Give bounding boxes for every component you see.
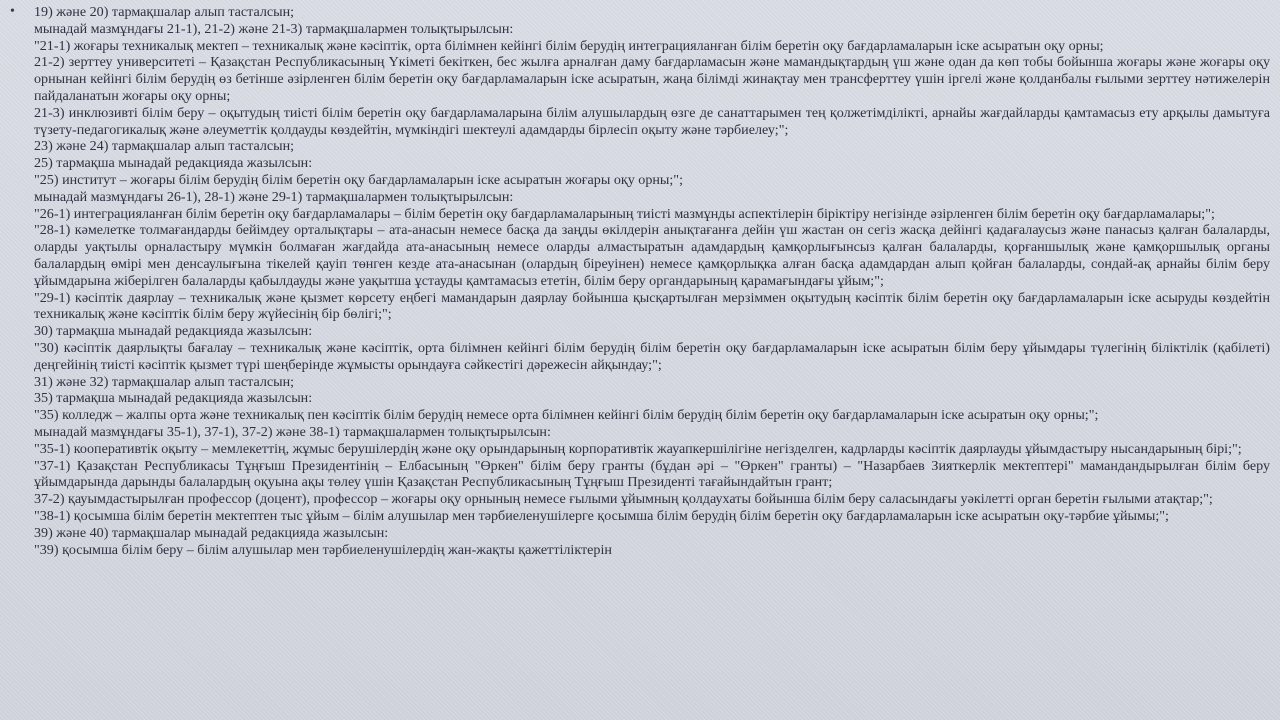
paragraph: "21-1) жоғары техникалық мектеп – техникалық және кәсіптік, орта білімнен кейінгі білім берудің интеграцияланған білім беретін оқу бағдарламаларын іске асыратын оқу орны; [34, 37, 1104, 54]
paragraph: "25) институт – жоғары білім берудің білім беретін оқу бағдарламаларын іске асыратын жоғары оқу орны;"; [34, 171, 683, 188]
paragraph: 39) және 40) тармақшалар мынадай редакцияда жазылсын: [34, 524, 389, 541]
paragraph: "39) қосымша білім беру – білім алушылар мен тәрбиеленушілердің жан-жақты қажеттіліктерін [34, 541, 612, 558]
paragraph: 19) және 20) тармақшалар алып тасталсын; [34, 4, 295, 20]
paragraph: "35-1) кооперативтік оқыту – мемлекеттің, жұмыс берушілердің және оқу орындарының корпоративтік жауапкершілігіне негізделген, кадрларды кәсіптік даярлауды ұйымдастыру нысандарының бірі;"; [34, 440, 1242, 457]
paragraph: 23) және 24) тармақшалар алып тасталсын; [34, 138, 295, 155]
paragraph: 35) тармақша мынадай редакцияда жазылсын: [34, 390, 313, 407]
paragraph: "38-1) қосымша білім беретін мектептен тыс ұйым – білім алушылар мен тәрбиеленушілерге қосымша білім берудің білім беретін оқу бағдарламаларын іске асыратын оқу-тәрбие ұйымы;"; [34, 507, 1169, 524]
paragraph: мынадай мазмұндағы 21-1), 21-2) және 21-3) тармақшалармен толықтырылсын: [34, 20, 514, 37]
paragraph: "35) колледж – жалпы орта және техникалық пен кәсіптік білім берудің немесе орта білімнен кейінгі білім берудің білім беретін оқу бағдарламаларын іске асыратын оқу орны;"; [34, 407, 1099, 424]
paragraph: 21-2) зерттеу университеті – Қазақстан Республикасының Үкіметі бекіткен, бес жылға арналған даму бағдарламасын және мамандықтардың үш және одан да көп тобы бойынша жоғары және жоғары оқу орнынан кейінгі білім берудің өз бетінше әзірленген білім беретін оқу бағдарламаларын іске асыратын, жаңа білімді жинақтау мен трансферттеу үшін іргелі және қолданбалы ғылыми зерттеу нәтижелерін пайдаланатын жоғары оқу орны; [34, 54, 1270, 104]
paragraph: "29-1) кәсіптік даярлау – техникалық және қызмет көрсету еңбегі мамандарын даярлау бойынша қысқартылған мерзіммен оқытудың кәсіптік білім беретін оқу бағдарламаларын іске асыруды көздейтін техникалық және кәсіптік білім беру жүйесінің бір бөлігі;"; [34, 289, 1270, 323]
paragraph: мынадай мазмұндағы 35-1), 37-1), 37-2) және 38-1) тармақшалармен толықтырылсын: [34, 423, 551, 440]
paragraph: 31) және 32) тармақшалар алып тасталсын; [34, 373, 295, 390]
paragraph: 30) тармақша мынадай редакцияда жазылсын: [34, 323, 313, 340]
paragraph: "30) кәсіптік даярлықты бағалау – техникалық және кәсіптік, орта білімнен кейінгі білім берудің білім беретін оқу бағдарламаларын іске асыратын білім беру ұйымдары түлегінің біліктілік (қабілеті) деңгейінің тиісті кәсіптік қызмет түрі шеңберінде жұмысты орындауға сәйкестігі дәрежесін айқындау;"; [34, 339, 1270, 373]
paragraph: "37-1) Қазақстан Республикасы Тұңғыш Президентінің – Елбасының "Өркен" білім беру гранты (бұдан әрі – "Өркен" гранты) – "Назарбаев Зияткерлік мектептері" мамандандырылған білім беру ұйымдарында дарынды балалардың оқуына ақы төлеу үшін Қазақстан Республикасының Тұңғыш Президенті тағайындайтын грант; [34, 457, 1270, 491]
paragraph: "28-1) кәмелетке толмағандарды бейімдеу орталықтары – ата-анасын немесе басқа да заңды өкілдерін анықтағанға дейін үш жастан он сегіз жасқа дейінгі қадағалаусыз және панасыз қалған балаларды, оларды уақтылы орналастыру мүмкін болмаған жағдайда ата-анасының немесе оларды алмастыратын адамдардың қамқорлығынсыз қалған балаларды, қорғаншылық және қамқоршылық органы балалардың өмірі мен денсаулығына тікелей қауіп төнген кезде ата-анасынан (олардың біреуінен) немесе қамқорлықка алған басқа адамдардан алып қойған балаларды, сондай-ақ арнайы білім беру ұйымдарына жіберілген балаларды қабылдауды және уақытша ұстауды қамтамасыз ететін, білім беру органдарының қарамағындағы ұйым;"; [34, 222, 1270, 289]
bullet-point: • [10, 4, 15, 19]
paragraph: 21-3) инклюзивті білім беру – оқытудың тиісті білім беретін оқу бағдарламаларына білім алушылардың өзге де санаттарымен тең қолжетімділікті, арнайы жағдайларды қамтамасыз ету арқылы дамытуға түзету-педагогикалық және әлеуметтік қолдауды көздейтін, мүмкіндігі шектеулі адамдарды бірлесіп оқыту және тәрбиелеу;"; [34, 104, 1270, 138]
paragraph: "26-1) интеграцияланған білім беретін оқу бағдарламалары – білім беретін оқу бағдарламаларының тиісті мазмұнды аспектілерін біріктіру негізінде әзірленген білім беретін оқу бағдарламалары;"; [34, 205, 1215, 222]
slide-body-text [34, 4, 1270, 558]
paragraph: 37-2) қауымдастырылған профессор (доцент), профессор – жоғары оқу орнының немесе ғылыми ұйымның қолдаухаты бойынша білім беру саласындағы уәкілетті орган беретін ғылыми атақтар;"; [34, 491, 1213, 508]
paragraph: 25) тармақша мынадай редакцияда жазылсын: [34, 155, 313, 172]
paragraph: мынадай мазмұндағы 26-1), 28-1) және 29-1) тармақшалармен толықтырылсын: [34, 188, 514, 205]
